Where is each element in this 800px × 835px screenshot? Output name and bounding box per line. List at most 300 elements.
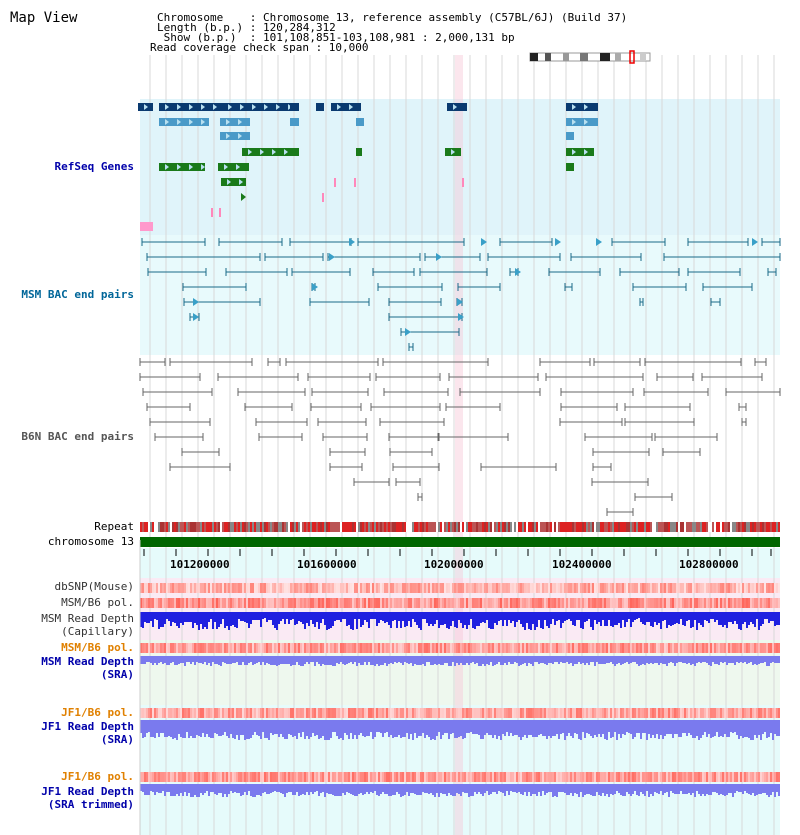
dbsnp-heat: [528, 583, 530, 593]
jf1-pol-heat: [296, 708, 298, 718]
msm-depth-sra-bar: [510, 656, 512, 664]
jf1-depth-bar: [352, 720, 354, 739]
repeat-segment: [592, 522, 594, 532]
dbsnp-heat: [190, 583, 192, 593]
repeat-segment: [528, 522, 530, 532]
dbsnp-heat: [472, 583, 474, 593]
jf1-trimmed-bar: [734, 784, 736, 793]
jf1-pol-heat: [552, 708, 554, 718]
msm-depth-cap-bar: [238, 612, 240, 619]
jf1-trimmed-bar: [546, 784, 548, 793]
jf1-depth-bar: [270, 720, 272, 733]
msm-pol-sra-heat: [610, 643, 612, 653]
dbsnp-heat: [162, 583, 164, 593]
jf1-pol-heat: [406, 708, 408, 718]
jf1-pol-heat: [708, 708, 710, 718]
dbsnp-heat: [180, 583, 182, 593]
msm-pol-sra-heat: [674, 643, 676, 653]
msm-depth-cap-bar: [742, 612, 744, 624]
msm-pol-cap-heat: [202, 598, 204, 608]
jf1-pol-trimmed-heat: [632, 772, 634, 782]
msm-depth-sra-bar: [172, 656, 174, 662]
repeat-segment: [140, 522, 142, 532]
jf1-depth-bar: [594, 720, 596, 735]
msm-pol-sra-heat: [430, 643, 432, 653]
jf1-pol-heat: [636, 708, 638, 718]
msm-pol-sra-heat: [658, 643, 660, 653]
dbsnp-heat: [300, 583, 302, 593]
jf1-pol-trimmed-heat: [768, 772, 770, 782]
jf1-depth-bar: [544, 720, 546, 736]
jf1-pol-trimmed-heat: [346, 772, 348, 782]
msm-pol-cap-heat: [628, 598, 630, 608]
repeat-segment: [400, 522, 402, 532]
repeat-segment: [306, 522, 308, 532]
jf1-pol-heat: [414, 708, 416, 718]
repeat-segment: [738, 522, 740, 532]
repeat-segment: [532, 522, 534, 532]
jf1-pol-heat: [338, 708, 340, 718]
msm-depth-cap-bar: [530, 612, 532, 630]
msm-depth-cap-bar: [250, 612, 252, 624]
msm-pol-cap-heat: [242, 598, 244, 608]
jf1-trimmed-bar: [720, 784, 722, 794]
jf1-trimmed-bar: [670, 784, 672, 791]
dbsnp-heat: [606, 583, 608, 593]
jf1-pol-heat: [466, 708, 468, 718]
msm-bac-label[interactable]: MSM BAC end pairs: [21, 288, 134, 301]
jf1-pol-heat: [172, 708, 174, 718]
msm-pol-sra-heat: [516, 643, 518, 653]
jf1-trimmed-bar: [574, 784, 576, 793]
jf1-depth-bar: [716, 720, 718, 732]
msm-pol-sra-heat: [166, 643, 168, 653]
msm-pol-cap-heat: [748, 598, 750, 608]
msm-pol-cap-heat: [684, 598, 686, 608]
jf1-pol-trimmed-heat: [404, 772, 406, 782]
jf1-pol-trimmed-heat: [248, 772, 250, 782]
msm-depth-cap-bar: [448, 612, 450, 629]
msm-pol-cap-heat: [356, 598, 358, 608]
msm-depth-cap-bar: [274, 612, 276, 628]
jf1-depth-bar: [486, 720, 488, 733]
jf1-trimmed-bar: [466, 784, 468, 793]
msm-depth-cap-bar: [272, 612, 274, 625]
msm-pol-sra-heat: [378, 643, 380, 653]
jf1-trimmed-bar: [276, 784, 278, 792]
jf1-depth-bar: [398, 720, 400, 735]
msm-pol-sra-heat: [208, 643, 210, 653]
dbsnp-heat: [582, 583, 584, 593]
msm-pol-cap-heat: [698, 598, 700, 608]
jf1-pol-heat: [712, 708, 714, 718]
jf1-trimmed-bar: [714, 784, 716, 792]
refseq-genes-label[interactable]: RefSeq Genes: [54, 160, 134, 173]
msm-depth-sra-bar: [362, 656, 364, 665]
msm-depth-sra-bar: [334, 656, 336, 666]
repeat-segment: [722, 522, 724, 532]
dbsnp-heat: [312, 583, 314, 593]
msm-pol-sra-heat: [570, 643, 572, 653]
msm-pol-sra-heat: [684, 643, 686, 653]
jf1-pol-heat: [530, 708, 532, 718]
dbsnp-heat: [266, 583, 268, 593]
jf1-depth-bar: [518, 720, 520, 737]
jf1-pol-heat: [160, 708, 162, 718]
msm-pol-sra-heat: [688, 643, 690, 653]
msm-pol-sra-heat: [406, 643, 408, 653]
jf1-pol-trimmed-heat: [636, 772, 638, 782]
repeat-segment: [694, 522, 696, 532]
msm-pol-sra-heat: [152, 643, 154, 653]
repeat-segment: [754, 522, 756, 532]
dbsnp-heat: [308, 583, 310, 593]
dbsnp-heat: [374, 583, 376, 593]
jf1-pol-trimmed-heat: [336, 772, 338, 782]
jf1-pol-heat: [238, 708, 240, 718]
dbsnp-heat: [568, 583, 570, 593]
repeat-segment: [776, 522, 778, 532]
msm-depth-cap-bar: [284, 612, 286, 624]
jf1-pol-trimmed-heat: [184, 772, 186, 782]
repeat-segment: [704, 522, 706, 532]
jf1-pol-heat: [730, 708, 732, 718]
jf1-depth-bar: [146, 720, 148, 733]
jf1-trimmed-bar: [432, 784, 434, 795]
jf1-trimmed-bar: [218, 784, 220, 793]
jf1-pol-heat: [318, 708, 320, 718]
msm-pol-cap-heat: [632, 598, 634, 608]
msm-pol-sra-heat: [540, 643, 542, 653]
jf1-depth-bar: [186, 720, 188, 732]
msm-depth-cap-bar: [200, 612, 202, 624]
jf1-depth-bar: [434, 720, 436, 740]
msm-pol-cap-heat: [542, 598, 544, 608]
jf1-pol-trimmed-heat: [190, 772, 192, 782]
jf1-trimmed-bar: [208, 784, 210, 796]
jf1-pol-heat: [682, 708, 684, 718]
dbsnp-heat: [644, 583, 646, 593]
msm-depth-cap-bar: [596, 612, 598, 624]
msm-pol-cap-heat: [238, 598, 240, 608]
jf1-depth-bar: [570, 720, 572, 736]
msm-pol-sra-heat: [372, 643, 374, 653]
msm-depth-cap-bar: [292, 612, 294, 619]
jf1-depth-bar: [452, 720, 454, 733]
msm-pol-cap-heat: [742, 598, 744, 608]
msm-pol-sra-heat: [704, 643, 706, 653]
jf1-pol-trimmed-heat: [500, 772, 502, 782]
msm-pol-sra-heat: [360, 643, 362, 653]
jf1-pol-trimmed-heat: [350, 772, 352, 782]
jf1-pol-heat: [248, 708, 250, 718]
msm-pol-cap-heat: [518, 598, 520, 608]
jf1-depth-bar: [266, 720, 268, 738]
jf1-depth-bar: [226, 720, 228, 736]
msm-depth-sra-bar: [722, 656, 724, 663]
repeat-segment: [250, 522, 252, 532]
msm-pol-cap-heat: [738, 598, 740, 608]
jf1-trimmed-bar: [514, 784, 516, 792]
dbsnp-heat: [264, 583, 266, 593]
jf1-pol-trimmed-heat: [594, 772, 596, 782]
msm-depth-cap-bar: [290, 612, 292, 620]
jf1-pol-heat: [190, 708, 192, 718]
msm-depth-sra-bar: [212, 656, 214, 662]
msm-depth-cap-bar: [536, 612, 538, 627]
jf1-pol-trimmed-heat: [688, 772, 690, 782]
jf1-pol-heat: [564, 708, 566, 718]
jf1-trimmed-bar: [330, 784, 332, 794]
msm-pol-sra-heat: [440, 643, 442, 653]
jf1-trimmed-bar: [162, 784, 164, 791]
jf1-trimmed-bar: [400, 784, 402, 797]
repeat-segment: [222, 522, 224, 532]
msm-depth-sra-bar: [692, 656, 694, 664]
jf1-depth-bar: [756, 720, 758, 738]
jf1-pol-heat: [440, 708, 442, 718]
jf1-pol-heat: [432, 708, 434, 718]
msm-depth-cap-bar: [410, 612, 412, 627]
msm-pol-sra-heat: [212, 643, 214, 653]
msm-depth-cap-bar: [544, 612, 546, 620]
jf1-trimmed-bar: [290, 784, 292, 792]
dbsnp-heat: [242, 583, 244, 593]
repeat-segment: [198, 522, 200, 532]
dbsnp-heat: [240, 583, 242, 593]
msm-depth-sra-bar: [602, 656, 604, 664]
msm-depth-cap-bar: [490, 612, 492, 629]
jf1-pol-trimmed-heat: [536, 772, 538, 782]
jf1-pol-trimmed-heat: [492, 772, 494, 782]
dbsnp-heat: [200, 583, 202, 593]
msm-depth-sra-bar: [158, 656, 160, 663]
msm-depth-sra-bar: [238, 656, 240, 665]
repeat-segment: [622, 522, 624, 532]
dbsnp-heat: [464, 583, 466, 593]
axis-tick-label: 102000000: [424, 558, 484, 571]
msm-depth-cap-bar: [756, 612, 758, 619]
jf1-trimmed-bar: [650, 784, 652, 794]
repeat-segment: [624, 522, 626, 532]
dbsnp-heat: [230, 583, 232, 593]
msm-depth-cap-bar: [400, 612, 402, 628]
msm-depth-cap-bar: [308, 612, 310, 626]
jf1-pol-trimmed-heat: [146, 772, 148, 782]
jf1-depth-bar: [530, 720, 532, 735]
jf1-pol-heat: [266, 708, 268, 718]
dbsnp-heat: [192, 583, 194, 593]
msm-depth-sra-bar: [718, 656, 720, 665]
dbsnp-heat: [736, 583, 738, 593]
jf1-trimmed-bar: [294, 784, 296, 795]
refseq-gene: [331, 103, 361, 111]
repeat-segment: [740, 522, 742, 532]
msm-pol-cap-heat: [624, 598, 626, 608]
msm-pol-cap-heat: [614, 598, 616, 608]
msm-depth-sra-bar: [446, 656, 448, 663]
jf1-depth-bar: [738, 720, 740, 739]
jf1-depth-bar: [224, 720, 226, 732]
msm-pol-cap-heat: [230, 598, 232, 608]
repeat-segment: [678, 522, 680, 532]
axis-tick-label: 102800000: [679, 558, 739, 571]
msm-depth-sra-bar: [304, 656, 306, 664]
msm-depth-sra-bar: [424, 656, 426, 666]
jf1-pol-heat: [180, 708, 182, 718]
msm-pol-cap-heat: [268, 598, 270, 608]
msm-pol-cap-heat: [294, 598, 296, 608]
msm-pol-cap-heat: [498, 598, 500, 608]
msm-depth-sra-bar: [374, 656, 376, 666]
jf1-trimmed-bar: [564, 784, 566, 793]
msm-depth-cap-bar: [636, 612, 638, 619]
jf1-trimmed-bar: [480, 784, 482, 794]
jf1-pol-heat: [676, 708, 678, 718]
jf1-pol-heat: [658, 708, 660, 718]
jf1-pol-trimmed-heat: [434, 772, 436, 782]
dbsnp-heat: [726, 583, 728, 593]
dbsnp-heat: [176, 583, 178, 593]
msm-depth-sra-bar: [652, 656, 654, 664]
msm-depth-cap-bar: [232, 612, 234, 625]
jf1-trimmed-bar: [374, 784, 376, 791]
jf1-pol-trimmed-heat: [372, 772, 374, 782]
msm-pol-cap-heat: [612, 598, 614, 608]
msm-depth-cap-bar: [244, 612, 246, 622]
msm-pol-sra-heat: [636, 643, 638, 653]
msm-depth-cap-bar: [266, 612, 268, 622]
repeat-segment: [534, 522, 536, 532]
msm-pol-sra-heat: [590, 643, 592, 653]
msm-depth-cap-bar: [760, 612, 762, 626]
msm-pol-sra-heat: [728, 643, 730, 653]
msm-pol-cap-heat: [640, 598, 642, 608]
msm-pol-sra-heat: [266, 643, 268, 653]
dbsnp-heat: [334, 583, 336, 593]
repeat-segment: [158, 522, 160, 532]
msm-pol-sra-heat: [362, 643, 364, 653]
msm-pol-sra-heat: [160, 643, 162, 653]
jf1-trimmed-bar: [624, 784, 626, 796]
jf1-pol-trimmed-heat: [730, 772, 732, 782]
repeat-segment: [428, 522, 430, 532]
jf1-pol-trimmed-heat: [614, 772, 616, 782]
jf1-trimmed-bar: [260, 784, 262, 796]
repeat-segment: [184, 522, 186, 532]
msm-depth-sra-bar: [226, 656, 228, 664]
repeat-segment: [726, 522, 728, 532]
jf1-trimmed-bar: [660, 784, 662, 791]
msm-depth-cap-bar: [414, 612, 416, 622]
jf1-pol-heat: [486, 708, 488, 718]
msm-depth-cap-bar: [474, 612, 476, 629]
dbsnp-heat: [716, 583, 718, 593]
jf1-depth-bar: [556, 720, 558, 734]
jf1-depth-bar: [640, 720, 642, 739]
jf1-pol-trimmed-heat: [386, 772, 388, 782]
msm-pol-cap-heat: [322, 598, 324, 608]
jf1-trimmed-bar: [170, 784, 172, 796]
dbsnp-heat: [480, 583, 482, 593]
jf1-pol-heat: [496, 708, 498, 718]
dbsnp-heat: [672, 583, 674, 593]
jf1-depth-bar: [506, 720, 508, 732]
jf1-depth-bar: [264, 720, 266, 738]
jf1-trimmed-bar: [740, 784, 742, 792]
msm-depth-sra-bar: [688, 656, 690, 663]
jf1-trimmed-bar: [618, 784, 620, 793]
msm-pol-cap-heat: [430, 598, 432, 608]
repeat-segment: [292, 522, 294, 532]
msm-depth-sra-bar: [604, 656, 606, 664]
dbsnp-heat: [614, 583, 616, 593]
msm-pol-cap-heat: [422, 598, 424, 608]
msm-pol-cap-heat: [712, 598, 714, 608]
msm-pol-cap-heat: [768, 598, 770, 608]
repeat-segment: [756, 522, 758, 532]
msm-pol-sra-heat: [154, 643, 156, 653]
jf1-pol-heat: [700, 708, 702, 718]
msm-depth-sra-bar: [244, 656, 246, 665]
jf1-pol-trimmed-heat: [482, 772, 484, 782]
b6n-bac-label[interactable]: B6N BAC end pairs: [21, 430, 134, 443]
jf1-pol-trimmed-heat: [310, 772, 312, 782]
jf1-pol-heat: [698, 708, 700, 718]
msm-pol-cap-heat: [366, 598, 368, 608]
msm-pol-sra-heat: [760, 643, 762, 653]
msm-depth-sra-bar: [220, 656, 222, 666]
jf1-pol-heat: [542, 708, 544, 718]
dbsnp-heat: [708, 583, 710, 593]
jf1-depth-bar: [234, 720, 236, 739]
msm-pol-sra-heat: [400, 643, 402, 653]
msm-depth-sra-bar: [448, 656, 450, 666]
msm-depth-sra-bar: [322, 656, 324, 664]
jf1-pol-trimmed-heat: [748, 772, 750, 782]
jf1-trimmed-bar: [532, 784, 534, 794]
jf1-pol-trimmed-heat: [558, 772, 560, 782]
repeat-segment: [234, 522, 236, 532]
msm-depth-cap-bar: [398, 612, 400, 621]
jf1-trimmed-bar: [310, 784, 312, 792]
jf1-pol-trimmed-heat: [662, 772, 664, 782]
msm-depth-sra-bar: [162, 656, 164, 664]
msm-pol-cap-heat: [456, 598, 458, 608]
msm-depth-sra-bar: [276, 656, 278, 666]
dbsnp-heat: [750, 583, 752, 593]
jf1-trimmed-bar: [328, 784, 330, 794]
msm-depth-sra-bar: [294, 656, 296, 665]
jf1-pol-heat: [362, 708, 364, 718]
msm-depth-cap-bar: [532, 612, 534, 624]
msm-pol-sra-heat: [506, 643, 508, 653]
msm-depth-cap-bar: [754, 612, 756, 627]
jf1-pol-heat: [192, 708, 194, 718]
msm-pol-cap-heat: [210, 598, 212, 608]
repeat-segment: [436, 522, 438, 532]
msm-pol-cap-heat: [300, 598, 302, 608]
jf1-pol-trimmed-heat: [464, 772, 466, 782]
msm-depth-sra-bar: [168, 656, 170, 665]
jf1-pol-heat: [744, 708, 746, 718]
msm-pol-cap-heat: [646, 598, 648, 608]
msm-depth-cap-bar: [386, 612, 388, 622]
jf1-pol-heat: [252, 708, 254, 718]
jf1-depth-bar: [584, 720, 586, 738]
msm-pol-sra-heat: [642, 643, 644, 653]
jf1-pol-trimmed-heat: [680, 772, 682, 782]
